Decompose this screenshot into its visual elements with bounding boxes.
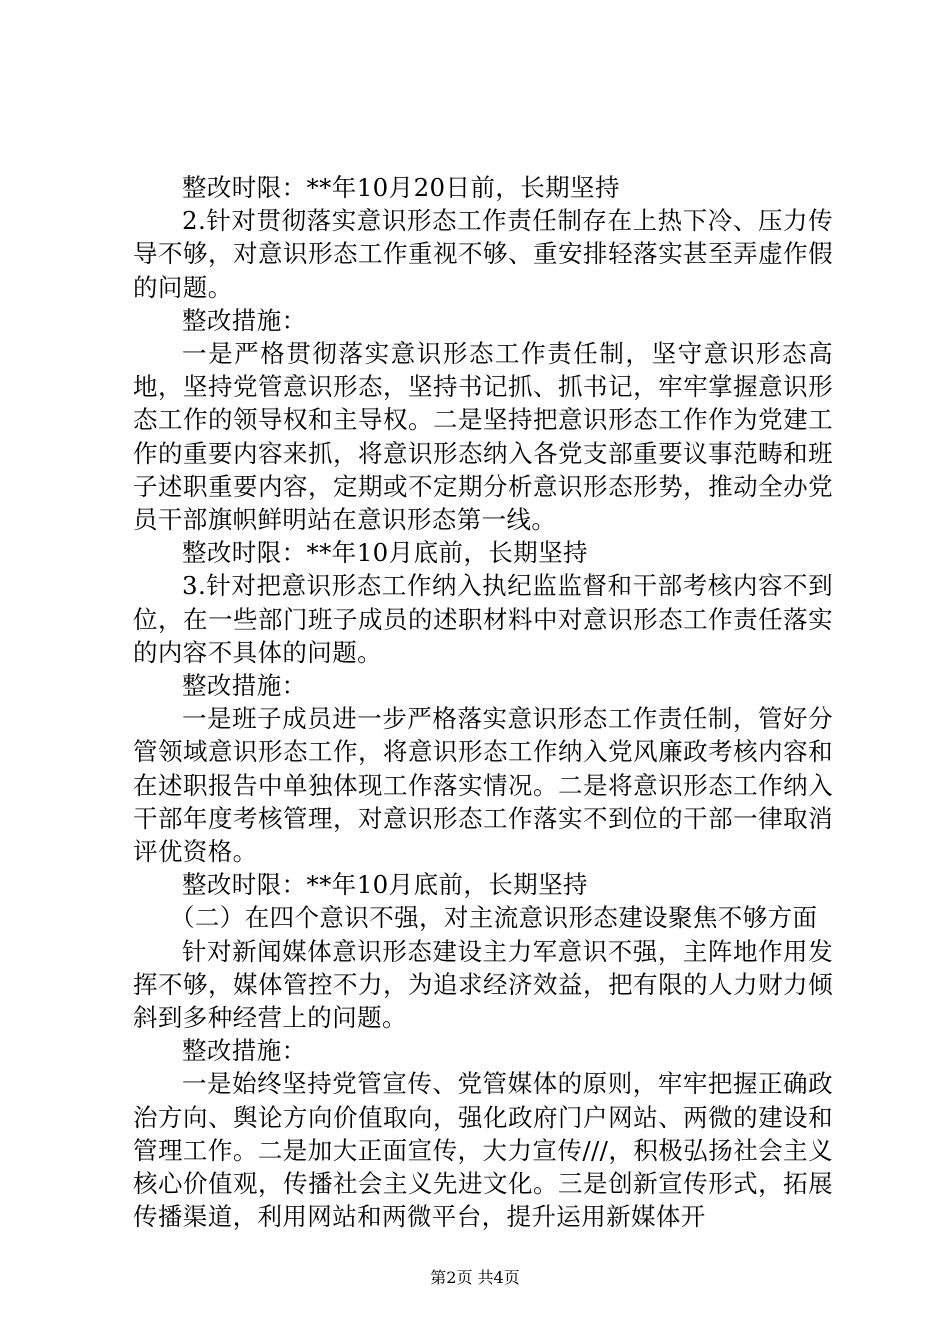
measures-paragraph-1: 一是严格贯彻落实意识形态工作责任制，坚守意识形态高地，坚持党管意识形态，坚持书记抓、抓书记，牢牢掌握意识形态工作的领导权和主导权。二是坚持把意识形态工作作为党建工作的重要内容来抓，将意识形态纳入各党支部重要议事范畴和班子述职重要内容，定期或不定期分析意识形态形势，推动全办党员干部旗帜鲜明站在意识形态第一线。	[133, 339, 833, 535]
page-footer: 第2页 共4页	[430, 1268, 520, 1287]
measures-label-2: 整改措施：	[182, 671, 307, 701]
issue-paragraph-2: 2.针对贯彻落实意识形态工作责任制存在上热下冷、压力传导不够，对意识形态工作重视不够、重安排轻落实甚至弄虚作假的问题。	[133, 206, 833, 302]
deadline-paragraph-3: 整改时限：**年10月底前，长期坚持	[182, 870, 588, 900]
deadline-paragraph-2: 整改时限：**年10月底前，长期坚持	[182, 538, 588, 568]
measures-label-3: 整改措施：	[182, 1036, 307, 1066]
measures-paragraph-3: 一是始终坚持党管宣传、党管媒体的原则，牢牢把握正确政治方向、舆论方向价值取向，强化政府门户网站、两微的建设和管理工作。二是加大正面宣传，大力宣传///，积极弘扬社会主义核心价值观，传播社会主义先进文化。三是创新宣传形式，拓展传播渠道，利用网站和两微平台，提升运用新媒体开	[133, 1069, 833, 1232]
measures-paragraph-2: 一是班子成员进一步严格落实意识形态工作责任制，管好分管领域意识形态工作，将意识形态工作纳入党风廉政考核内容和在述职报告中单独体现工作落实情况。二是将意识形态工作纳入干部年度考核管理，对意识形态工作落实不到位的干部一律取消评优资格。	[133, 704, 833, 867]
issue-paragraph-3: 3.针对把意识形态工作纳入执纪监监督和干部考核内容不到位，在一些部门班子成员的述职材料中对意识形态工作责任落实的内容不具体的问题。	[133, 571, 833, 667]
deadline-paragraph-1: 整改时限：**年10月20日前，长期坚持	[182, 173, 620, 202]
document-body	[133, 171, 833, 1234]
measures-label-1: 整改措施：	[182, 305, 307, 335]
section-heading-2: （二）在四个意识不强，对主流意识形态建设聚焦不够方面	[170, 903, 818, 933]
issue-paragraph-media: 针对新闻媒体意识形态建设主力军意识不强，主阵地作用发挥不够，媒体管控不力，为追求经济效益，把有限的人力财力倾斜到多种经营上的问题。	[133, 936, 833, 1033]
